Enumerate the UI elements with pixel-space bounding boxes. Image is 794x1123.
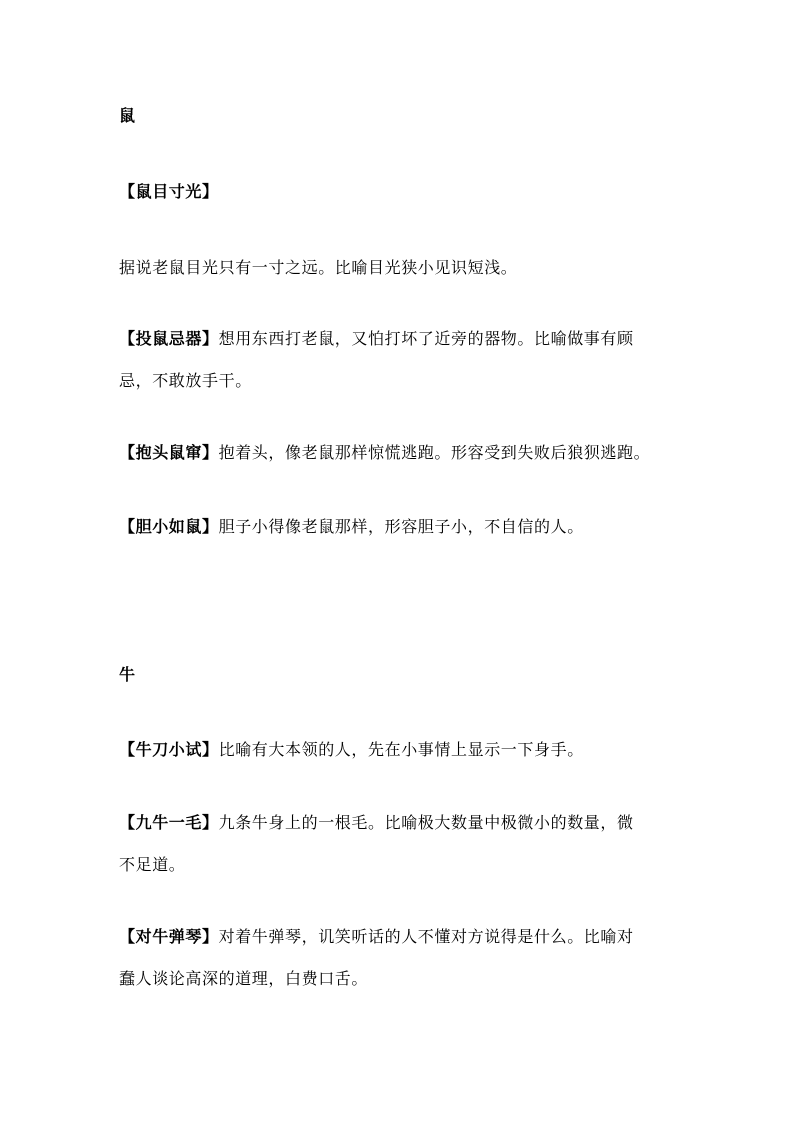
- definition-text: 抱着头，像老鼠那样惊慌逃跑。形容受到失败后狼狈逃跑。: [218, 443, 651, 462]
- idiom-entry: [119, 927, 689, 947]
- idiom-term: 【抱头鼠窜】: [119, 443, 219, 462]
- definition-text: 忌，不敢放手干。: [119, 371, 252, 390]
- idiom-definition: [119, 258, 689, 278]
- definition-text: 对着牛弹琴，讥笑听话的人不懂对方说得是什么。比喻对: [218, 927, 634, 946]
- idiom-term: 【胆小如鼠】: [119, 517, 219, 536]
- idiom-entry: [119, 329, 689, 349]
- definition-text: 不足道。: [119, 855, 186, 874]
- idiom-entry: [119, 182, 689, 202]
- idiom-term: 【牛刀小试】: [119, 740, 219, 759]
- section-heading-rat: 鼠: [119, 106, 136, 125]
- idiom-term: 【投鼠忌器】: [119, 329, 219, 348]
- idiom-entry: [119, 813, 689, 833]
- idiom-term: 【鼠目寸光】: [119, 182, 219, 201]
- section-heading-ox: 牛: [119, 665, 136, 684]
- idiom-definition-continued: [119, 855, 689, 875]
- idiom-entry: [119, 517, 689, 537]
- idiom-definition-continued: [119, 969, 689, 989]
- definition-text: 据说老鼠目光只有一寸之远。比喻目光狭小见识短浅。: [119, 258, 518, 277]
- idiom-term: 【对牛弹琴】: [119, 927, 219, 946]
- idiom-entry: [119, 740, 689, 760]
- idiom-definition-continued: [119, 371, 689, 391]
- idiom-term: 【九牛一毛】: [119, 813, 219, 832]
- definition-text: 胆子小得像老鼠那样，形容胆子小，不自信的人。: [218, 517, 584, 536]
- definition-text: 比喻有大本领的人，先在小事情上显示一下身手。: [218, 740, 584, 759]
- definition-text: 九条牛身上的一根毛。比喻极大数量中极微小的数量，微: [218, 813, 634, 832]
- idiom-entry: [119, 443, 689, 463]
- definition-text: 想用东西打老鼠，又怕打坏了近旁的器物。比喻做事有顾: [218, 329, 634, 348]
- definition-text: 蠢人谈论高深的道理，白费口舌。: [119, 969, 369, 988]
